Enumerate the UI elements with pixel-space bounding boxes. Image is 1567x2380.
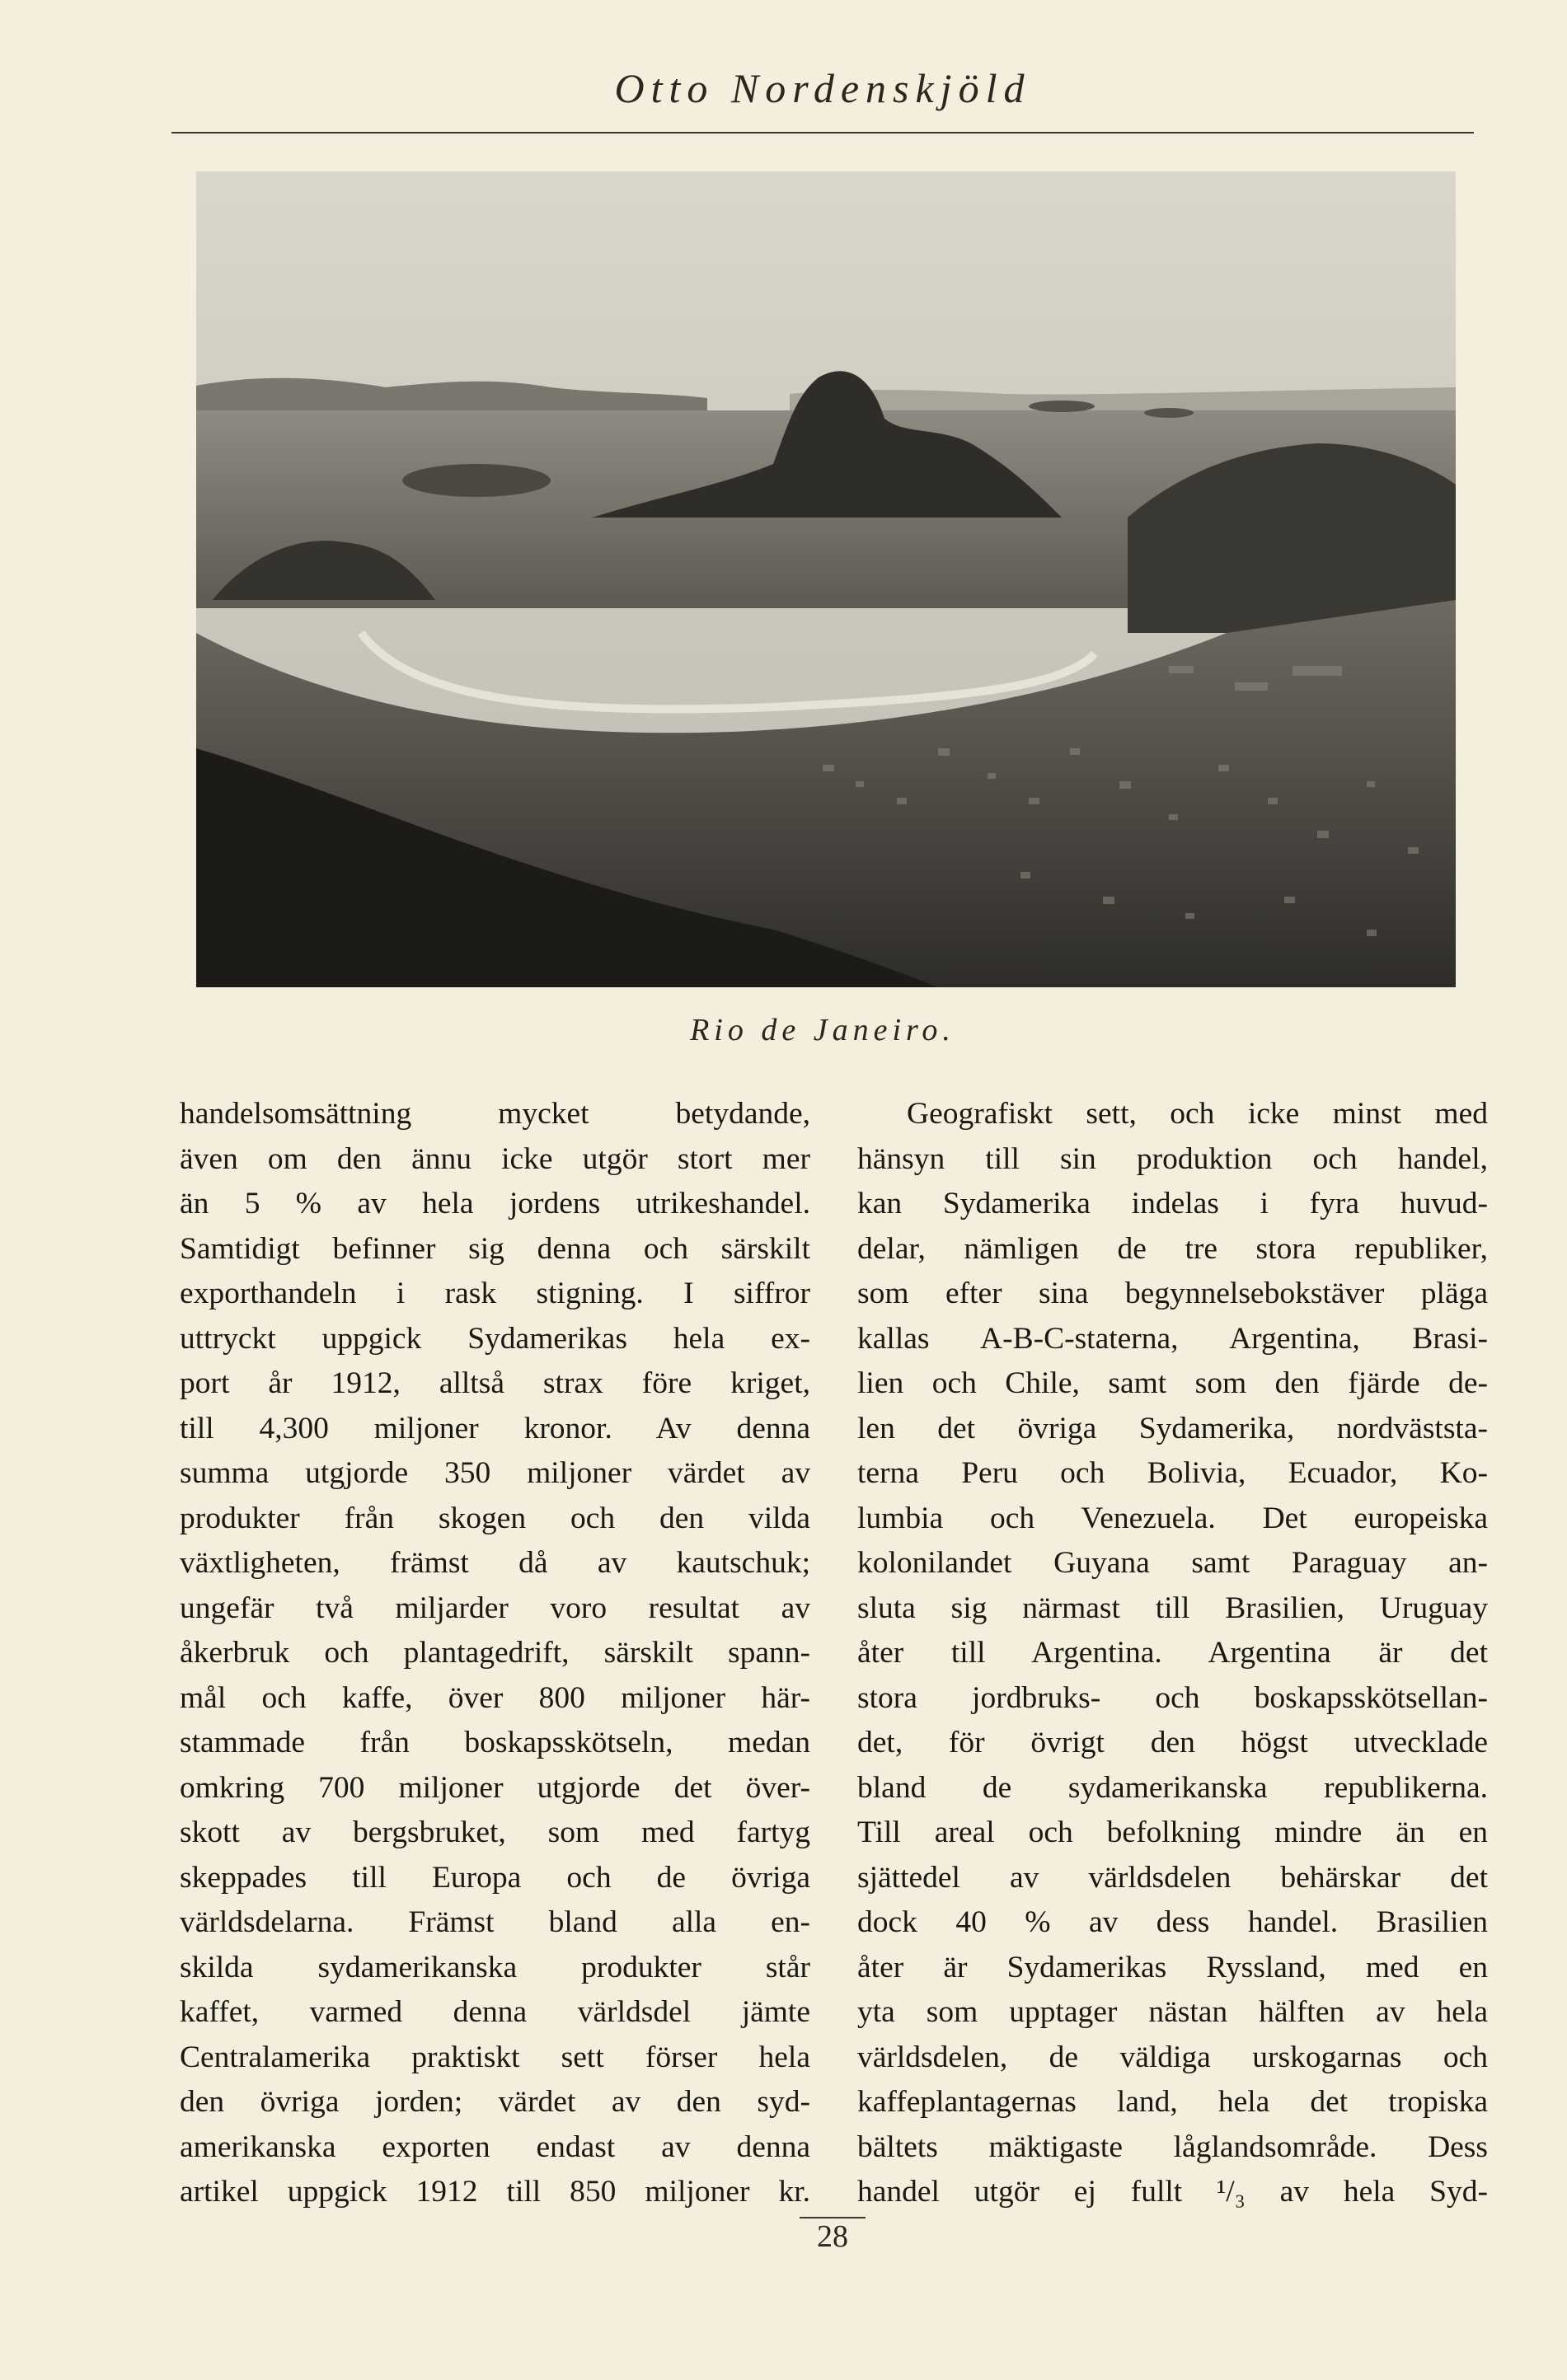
text-line: yta som upptager nästan hälften av hela <box>857 1995 1488 2029</box>
text-line: delar, nämligen de tre stora republiker, <box>857 1231 1488 1266</box>
text-line: dock 40 % av dess handel. Brasilien <box>857 1905 1488 1939</box>
page-number: 28 <box>817 2219 848 2254</box>
text-line: summa utgjorde 350 miljoner värdet av <box>180 1456 810 1490</box>
text-line: sluta sig närmast till Brasilien, Uruguay <box>857 1591 1488 1625</box>
text-line: uttryckt uppgick Sydamerikas hela ex- <box>180 1321 810 1356</box>
text-line: bältets mäktigaste låglandsområde. Dess <box>857 2129 1488 2164</box>
text-line: kallas A-B-C-staterna, Argentina, Brasi- <box>857 1321 1488 1356</box>
text-line: stora jordbruks- och boskapsskötsellan- <box>857 1680 1488 1715</box>
text-line: åter är Sydamerikas Ryssland, med en <box>857 1950 1488 1984</box>
text-line: bland de sydamerikanska republikerna. <box>857 1770 1488 1805</box>
text-line: mål och kaffe, över 800 miljoner här- <box>180 1680 810 1715</box>
harbor-photo <box>196 171 1456 987</box>
text-line: skilda sydamerikanska produkter står <box>180 1950 810 1984</box>
text-line: skott av bergsbruket, som med fartyg <box>180 1815 810 1849</box>
text-line: lien och Chile, samt som den fjärde de- <box>857 1366 1488 1400</box>
text-line: Geografiskt sett, och icke minst med <box>907 1097 1488 1131</box>
text-line: världsdelen, de väldiga urskogarnas och <box>857 2040 1488 2074</box>
text-line: exporthandeln i rask stigning. I siffror <box>180 1277 810 1310</box>
text-line: kaffeplantagernas land, hela det tropiska <box>857 2085 1488 2119</box>
text-line: till 4,300 miljoner kronor. Av denna <box>180 1411 810 1445</box>
text-line: åter till Argentina. Argentina är det <box>857 1636 1488 1670</box>
text-line: växtligheten, främst då av kautschuk; <box>180 1546 810 1580</box>
text-line: stammade från boskapsskötseln, medan <box>180 1726 810 1759</box>
text-line: ungefär två miljarder voro resultat av <box>180 1591 810 1625</box>
text-line: Samtidigt befinner sig denna och särskilt <box>180 1231 810 1266</box>
harbor-photo-drawing <box>196 171 1456 987</box>
text-line: terna Peru och Bolivia, Ecuador, Ko- <box>857 1456 1488 1490</box>
text-line: handelsomsättning mycket betydande, <box>180 1097 810 1131</box>
text-line: sjättedel av världsdelen behärskar det <box>857 1860 1488 1895</box>
text-line: världsdelarna. Främst bland alla en- <box>180 1905 810 1939</box>
text-line: hänsyn till sin produktion och handel, <box>857 1141 1488 1176</box>
text-line: Centralamerika praktiskt sett förser hela <box>180 2040 810 2074</box>
text-line: artikel uppgick 1912 till 850 miljoner kr. <box>180 2175 810 2209</box>
text-line: den övriga jorden; värdet av den syd- <box>180 2085 810 2119</box>
text-line: kolonilandet Guyana samt Paraguay an- <box>857 1546 1488 1580</box>
text-line: Till areal och befolkning mindre än en <box>857 1815 1488 1849</box>
text-line: åkerbruk och plantagedrift, särskilt spann- <box>180 1636 810 1670</box>
text-line: det, för övrigt den högst utvecklade <box>857 1726 1488 1759</box>
right-text-column <box>857 1092 1488 2215</box>
text-line: skeppades till Europa och de övriga <box>180 1860 810 1895</box>
text-line: omkring 700 miljoner utgjorde det över- <box>180 1770 810 1805</box>
left-text-column <box>180 1092 810 2215</box>
text-line: än 5 % av hela jordens utrikeshandel. <box>180 1187 810 1220</box>
text-line: kan Sydamerika indelas i fyra huvud- <box>857 1187 1488 1220</box>
text-line: handel utgör ej fullt ¹/₃ av hela Syd- <box>857 2175 1488 2209</box>
text-line: amerikanska exporten endast av denna <box>180 2129 810 2164</box>
text-line: lumbia och Venezuela. Det europeiska <box>857 1501 1488 1535</box>
text-line: kaffet, varmed denna världsdel jämte <box>180 1995 810 2029</box>
text-line: len det övriga Sydamerika, nordväststa- <box>857 1411 1488 1445</box>
text-line: även om den ännu icke utgör stort mer <box>180 1141 810 1176</box>
running-header: Otto Nordenskjöld <box>614 65 1031 111</box>
text-line: port år 1912, alltså strax före kriget, <box>180 1366 810 1400</box>
text-line: produkter från skogen och den vilda <box>180 1501 810 1535</box>
header-rule <box>171 132 1474 134</box>
text-line: som efter sina begynnelsebokstäver pläga <box>857 1277 1488 1310</box>
figure-caption: Rio de Janeiro. <box>690 1013 955 1047</box>
